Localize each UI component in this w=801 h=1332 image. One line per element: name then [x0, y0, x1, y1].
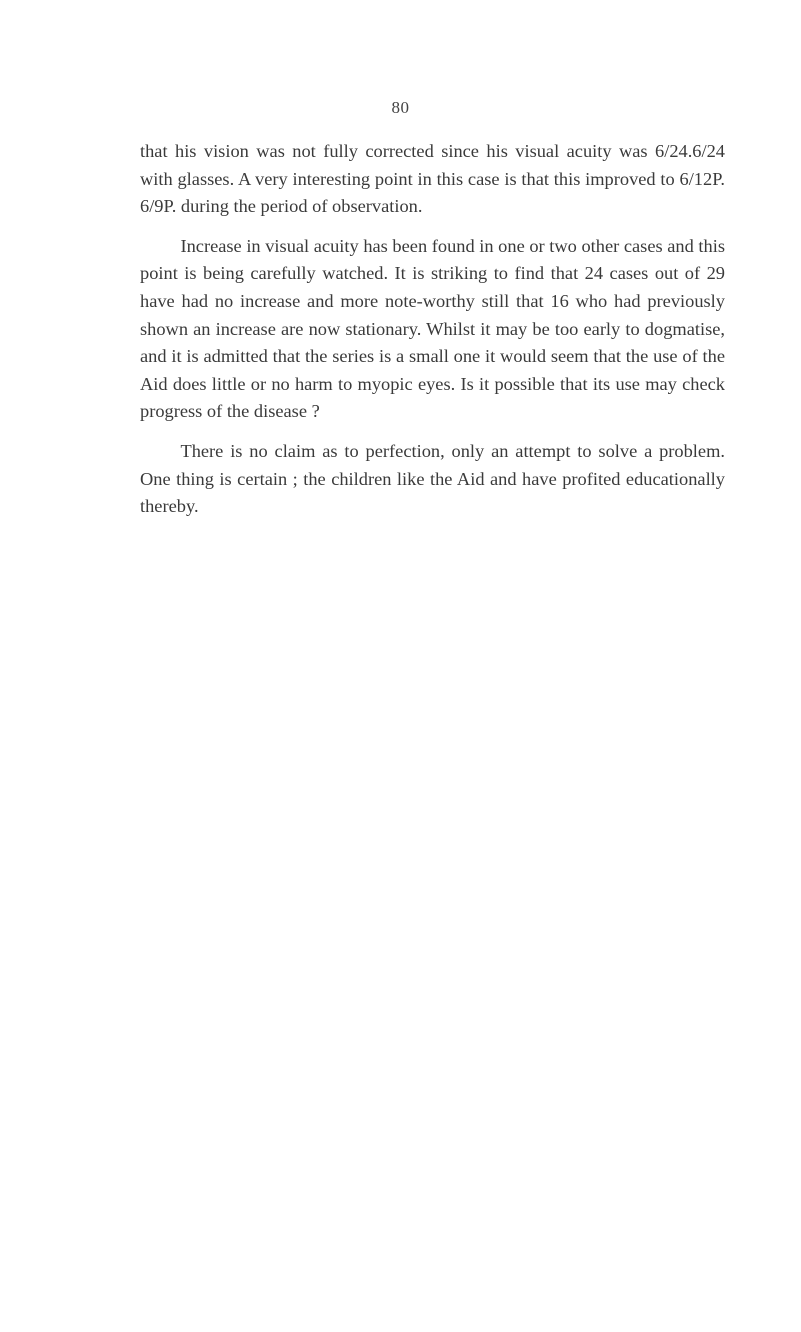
page-number: 80 — [391, 98, 410, 117]
body-text — [140, 138, 725, 521]
paragraph-1: that his vision was not fully corrected since his visual acuity was 6/24.6/24 with glasses. A very interesting point in this case is that this improved to 6/12P. 6/9P. during the period of observation. — [140, 141, 725, 217]
paragraph-3: There is no claim as to perfection, only an attempt to solve a problem. One thing is certain ; the children like the Aid and have profited educationally thereby. — [140, 440, 725, 517]
paragraph-2: Increase in visual acuity has been found in one or two other cases and this point is being carefully watched. It is striking to find that 24 cases out of 29 have had no increase and more note-worthy still that 16 who had previously shown an increase are now stationary. Whilst it may be too early to dogmatise, and it is admitted that the series is a small one it would seem that the use of the Aid does little or no harm to myopic eyes. Is it possible that its use may check progress of the disease ? — [140, 235, 725, 422]
